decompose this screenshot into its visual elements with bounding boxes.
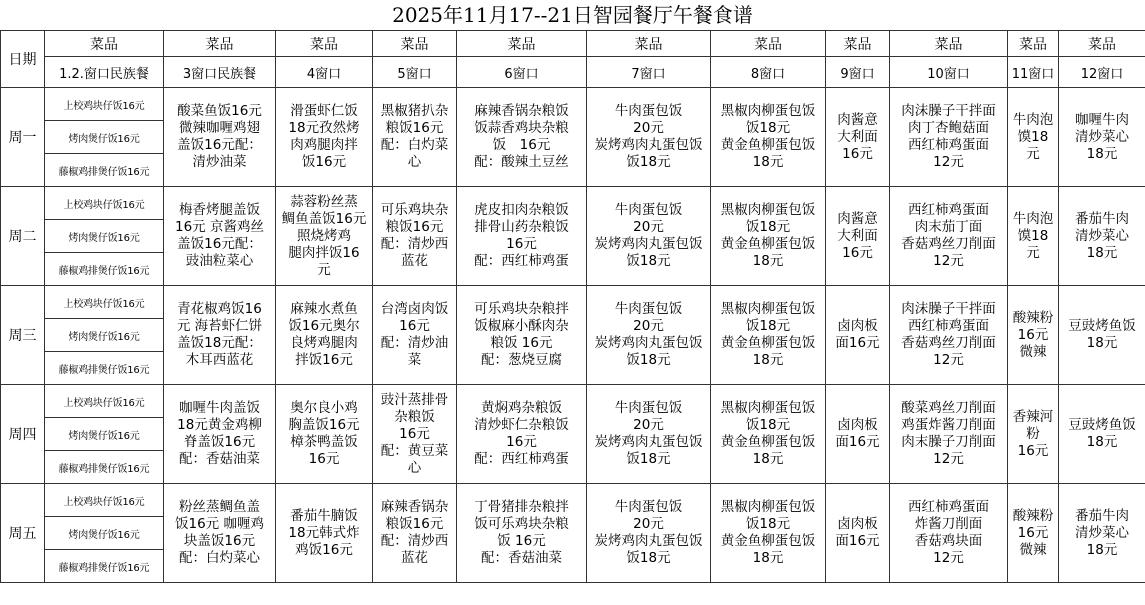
menu-cell: 肉酱意 大利面 16元 [826,187,890,286]
menu-cell: 豉汁蒸排骨 杂粮饭 16元 配：黄豆菜 心 [373,385,457,484]
menu-cell: 酸菜鱼饭16元 微辣咖喱鸡翅 盖饭16元配： 清炒油菜 [164,88,276,187]
menu-cell: 西红柿鸡蛋面 炸酱刀削面 香菇鸡块面 12元 [890,484,1008,583]
table-row [1,385,1145,418]
menu-cell: 番茄牛肉 清炒菜心 18元 [1059,187,1145,286]
dish-header: 菜品 [164,31,276,57]
window-header: 12窗口 [1059,57,1145,88]
day-label: 周四 [1,385,45,484]
window-header: 3窗口民族餐 [164,57,276,88]
menu-cell: 豆豉烤鱼饭 18元 [1059,385,1145,484]
set-meal-item: 藤椒鸡排煲仔饭16元 [45,253,164,286]
window-header: 9窗口 [826,57,890,88]
dish-header: 菜品 [276,31,373,57]
set-meal-item: 上校鸡块仔饭16元 [45,385,164,418]
menu-cell: 丁骨猪排杂粮拌 饭可乐鸡块杂粮 饭 16元 配：香菇油菜 [457,484,587,583]
menu-cell: 卤肉板 面16元 [826,484,890,583]
day-label: 周一 [1,88,45,187]
menu-cell: 黑椒肉柳蛋包饭 饭18元 黄金鱼柳蛋包饭 18元 [711,385,826,484]
menu-cell: 牛肉泡 馍18 元 [1008,187,1059,286]
menu-cell: 肉酱意 大利面 16元 [826,88,890,187]
window-row [1,57,1145,88]
menu-cell: 麻辣香锅杂 粮饭16元 配：清炒西 蓝花 [373,484,457,583]
window-header: 10窗口 [890,57,1008,88]
menu-cell: 番茄牛腩饭 18元韩式炸 鸡饭16元 [276,484,373,583]
menu-cell: 青花椒鸡饭16 元 海苔虾仁饼 盖饭18元配： 木耳西蓝花 [164,286,276,385]
day-label: 周三 [1,286,45,385]
menu-cell: 可乐鸡块杂 粮饭16元 配：清炒西 蓝花 [373,187,457,286]
menu-cell: 豆豉烤鱼饭 18元 [1059,286,1145,385]
window-header: 1.2.窗口民族餐 [45,57,164,88]
menu-cell: 黑椒猪扒杂 粮饭16元 配：白灼菜 心 [373,88,457,187]
set-meal-item: 上校鸡块仔饭16元 [45,484,164,517]
menu-cell: 咖喱牛肉 清炒菜心 18元 [1059,88,1145,187]
menu-cell: 酸菜鸡丝刀削面 鸡蛋炸酱刀削面 肉末臊子刀削面 12元 [890,385,1008,484]
day-label: 周五 [1,484,45,583]
menu-cell: 蒜蓉粉丝蒸 鲷鱼盖饭16元 照烧烤鸡 腿肉拌饭16 元 [276,187,373,286]
window-header: 8窗口 [711,57,826,88]
menu-cell: 牛肉蛋包饭 20元 炭烤鸡肉丸蛋包饭 饭18元 [587,286,711,385]
menu-cell: 台湾卤肉饭 16元 配：清炒油 菜 [373,286,457,385]
dish-header: 菜品 [1059,31,1145,57]
table-row [1,187,1145,220]
menu-cell: 滑蛋虾仁饭 18元孜然烤 肉鸡腿肉拌 饭16元 [276,88,373,187]
set-meal-item: 烤肉煲仔饭16元 [45,121,164,154]
set-meal-item: 烤肉煲仔饭16元 [45,418,164,451]
menu-cell: 粉丝蒸鲷鱼盖 饭16元 咖喱鸡 块盖饭16元 配：白灼菜心 [164,484,276,583]
window-header: 6窗口 [457,57,587,88]
dish-header: 菜品 [45,31,164,57]
menu-cell: 虎皮扣肉杂粮饭 排骨山药杂粮饭 16元 配：西红柿鸡蛋 [457,187,587,286]
day-label: 周二 [1,187,45,286]
menu-cell: 梅香烤腿盖饭 16元 京酱鸡丝 盖饭16元配： 豉油粒菜心 [164,187,276,286]
menu-cell: 麻辣香锅杂粮饭 饭蒜香鸡块杂粮 饭 16元 配：酸辣土豆丝 [457,88,587,187]
window-header: 11窗口 [1008,57,1059,88]
set-meal-item: 烤肉煲仔饭16元 [45,517,164,550]
menu-cell: 奥尔良小鸡 胸盖饭16元 樟茶鸭盖饭 16元 [276,385,373,484]
menu-cell: 牛肉蛋包饭 20元 炭烤鸡肉丸蛋包饭 饭18元 [587,484,711,583]
date-header: 日期 [1,31,45,88]
set-meal-item: 上校鸡块仔饭16元 [45,187,164,220]
set-meal-item: 藤椒鸡排煲仔饭16元 [45,550,164,583]
menu-cell: 黑椒肉柳蛋包饭 饭18元 黄金鱼柳蛋包饭 18元 [711,88,826,187]
menu-cell: 西红柿鸡蛋面 肉末茄丁面 香菇鸡丝刀削面 12元 [890,187,1008,286]
menu-cell: 牛肉泡 馍18 元 [1008,88,1059,187]
menu-cell: 麻辣水煮鱼 饭16元奥尔 良烤鸡腿肉 拌饭16元 [276,286,373,385]
table-row [1,286,1145,319]
menu-cell: 肉沫臊子干拌面 肉丁杏鲍菇面 西红柿鸡蛋面 12元 [890,88,1008,187]
window-header: 5窗口 [373,57,457,88]
dish-header: 菜品 [373,31,457,57]
menu-cell: 肉沫臊子干拌面 西红柿鸡蛋面 香菇鸡丝刀削面 12元 [890,286,1008,385]
menu-cell: 卤肉板 面16元 [826,286,890,385]
set-meal-item: 上校鸡块仔饭16元 [45,88,164,121]
menu-cell: 番茄牛肉 清炒菜心 18元 [1059,484,1145,583]
menu-cell: 咖喱牛肉盖饭 18元黄金鸡柳 脊盖饭16元 配：香菇油菜 [164,385,276,484]
menu-cell: 香辣河 粉 16元 [1008,385,1059,484]
dish-header: 菜品 [587,31,711,57]
window-header: 7窗口 [587,57,711,88]
window-header: 4窗口 [276,57,373,88]
set-meal-item: 藤椒鸡排煲仔饭16元 [45,154,164,187]
set-meal-item: 上校鸡块仔饭16元 [45,286,164,319]
menu-cell: 卤肉板 面16元 [826,385,890,484]
set-meal-item: 烤肉煲仔饭16元 [45,220,164,253]
dish-header: 菜品 [1008,31,1059,57]
menu-cell: 牛肉蛋包饭 20元 炭烤鸡肉丸蛋包饭 饭18元 [587,187,711,286]
menu-cell: 牛肉蛋包饭 20元 炭烤鸡肉丸蛋包饭 饭18元 [587,385,711,484]
set-meal-item: 藤椒鸡排煲仔饭16元 [45,352,164,385]
set-meal-item: 烤肉煲仔饭16元 [45,319,164,352]
set-meal-item: 藤椒鸡排煲仔饭16元 [45,451,164,484]
menu-cell: 黑椒肉柳蛋包饭 饭18元 黄金鱼柳蛋包饭 18元 [711,484,826,583]
header-row [1,31,1145,57]
menu-cell: 酸辣粉 16元 微辣 [1008,286,1059,385]
menu-table [0,30,1145,583]
dish-header: 菜品 [457,31,587,57]
dish-header: 菜品 [890,31,1008,57]
page-title: 2025年11月17--21日智园餐厅午餐食谱 [392,3,753,27]
menu-cell: 黑椒肉柳蛋包饭 饭18元 黄金鱼柳蛋包饭 18元 [711,286,826,385]
dish-header: 菜品 [711,31,826,57]
menu-cell: 黄焖鸡杂粮饭 清炒虾仁杂粮饭 16元 配：西红柿鸡蛋 [457,385,587,484]
menu-cell: 牛肉蛋包饭 20元 炭烤鸡肉丸蛋包饭 饭18元 [587,88,711,187]
table-row [1,88,1145,121]
menu-cell: 酸辣粉 16元 微辣 [1008,484,1059,583]
menu-cell: 可乐鸡块杂粮拌 饭椒麻小酥肉杂 粮饭 16元 配：葱烧豆腐 [457,286,587,385]
menu-cell: 黑椒肉柳蛋包饭 饭18元 黄金鱼柳蛋包饭 18元 [711,187,826,286]
table-row [1,484,1145,517]
dish-header: 菜品 [826,31,890,57]
